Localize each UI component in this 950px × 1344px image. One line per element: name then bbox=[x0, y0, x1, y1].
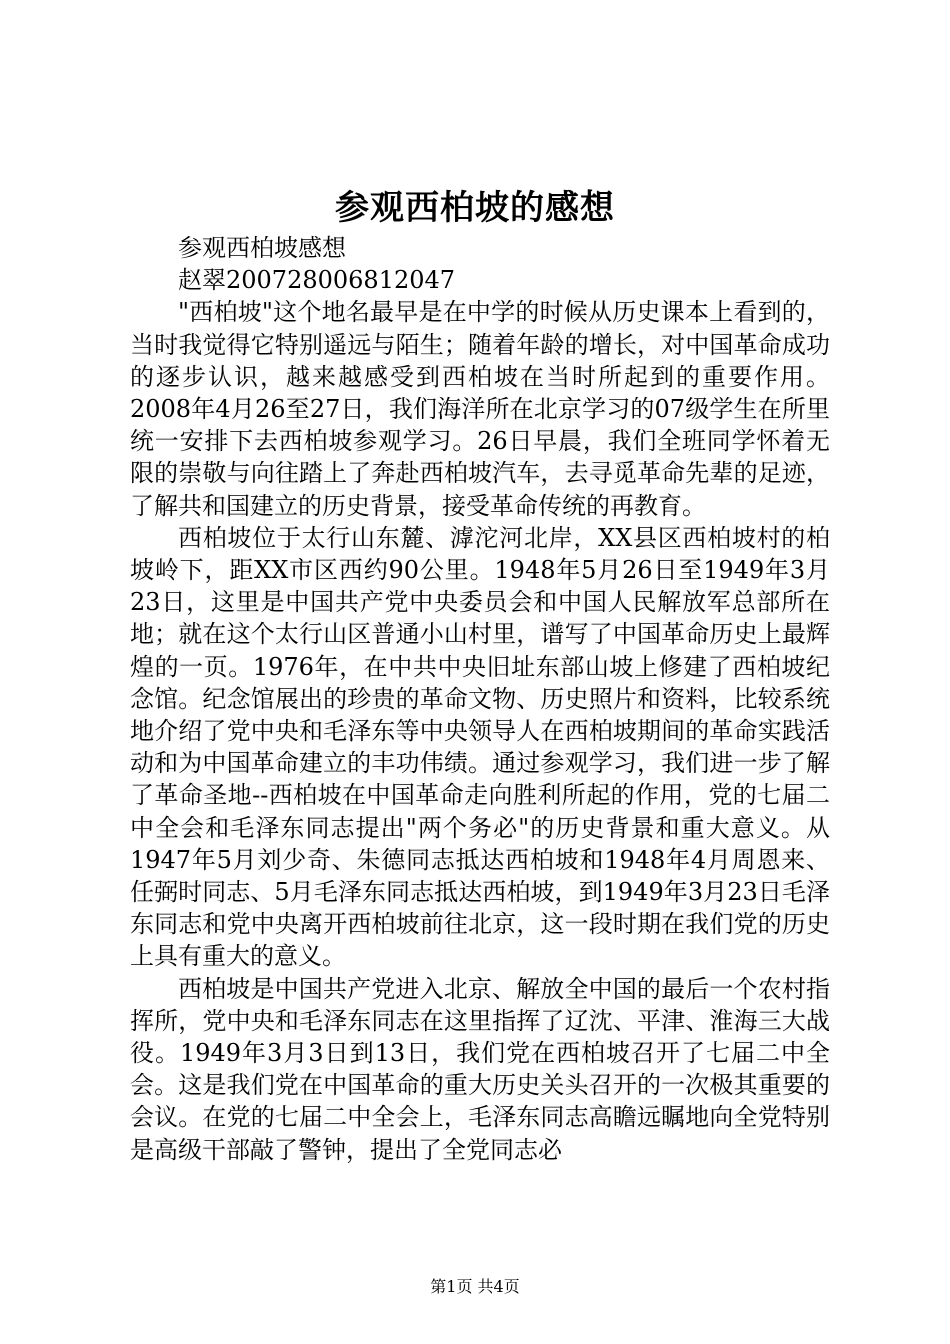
paragraph-2: 西柏坡位于太行山东麓、滹沱河北岸，XX县区西柏坡村的柏坡岭下，距XX市区西约90公里。1948年5月26日至1949年3月23日，这里是中国共产党中央委员会和中国人民解放军总部所在地；就在这个太行山区普通小山村里，谱写了中国革命历史上最辉煌的一页。1976年，在中共中央旧址东部山坡上修建了西柏坡纪念馆。纪念馆展出的珍贵的革命文物、历史照片和资料，比较系统地介绍了党中央和毛泽东等中央领导人在西柏坡期间的革命实践活动和为中国革命建立的丰功伟绩。通过参观学习，我们进一步了解了革命圣地--西柏坡在中国革命走向胜利所起的作用，党的七届二中全会和毛泽东同志提出"两个务必"的历史背景和重大意义。从1947年5月刘少奇、朱德同志抵达西柏坡和1948年4月周恩来、任弼时同志、5月毛泽东同志抵达西柏坡，到1949年3月23日毛泽东同志和党中央离开西柏坡前往北京，这一段时期在我们党的历史上具有重大的意义。 bbox=[130, 523, 830, 971]
page-footer: 第1页 共4页 bbox=[430, 1277, 520, 1296]
author-line: 赵翠200728006812047 bbox=[178, 266, 456, 295]
document-body bbox=[130, 232, 830, 1166]
document-subtitle: 参观西柏坡感想 bbox=[178, 234, 346, 262]
paragraph-1: "西柏坡"这个地名最早是在中学的时候从历史课本上看到的，当时我觉得它特别遥远与陌生；随着年龄的增长，对中国革命成功的逐步认识，越来越感受到西柏坡在当时所起到的重要作用。2008年4月26至27日，我们海洋所在北京学习的07级学生在所里统一安排下去西柏坡参观学习。26日早晨，我们全班同学怀着无限的崇敬与向往踏上了奔赴西柏坡汽车，去寻觅革命先辈的足迹，了解共和国建立的历史背景，接受革命传统的再教育。 bbox=[130, 298, 830, 520]
paragraph-3: 西柏坡是中国共产党进入北京、解放全中国的最后一个农村指挥所，党中央和毛泽东同志在这里指挥了辽沈、平津、淮海三大战役。1949年3月3日到13日，我们党在西柏坡召开了七届二中全会。这是我们党在中国革命的重大历史关头召开的一次极其重要的会议。在党的七届二中全会上，毛泽东同志高瞻远瞩地向全党特别是高级干部敲了警钟，提出了全党同志必 bbox=[130, 974, 830, 1164]
document-title: 参观西柏坡的感想 bbox=[335, 188, 615, 228]
